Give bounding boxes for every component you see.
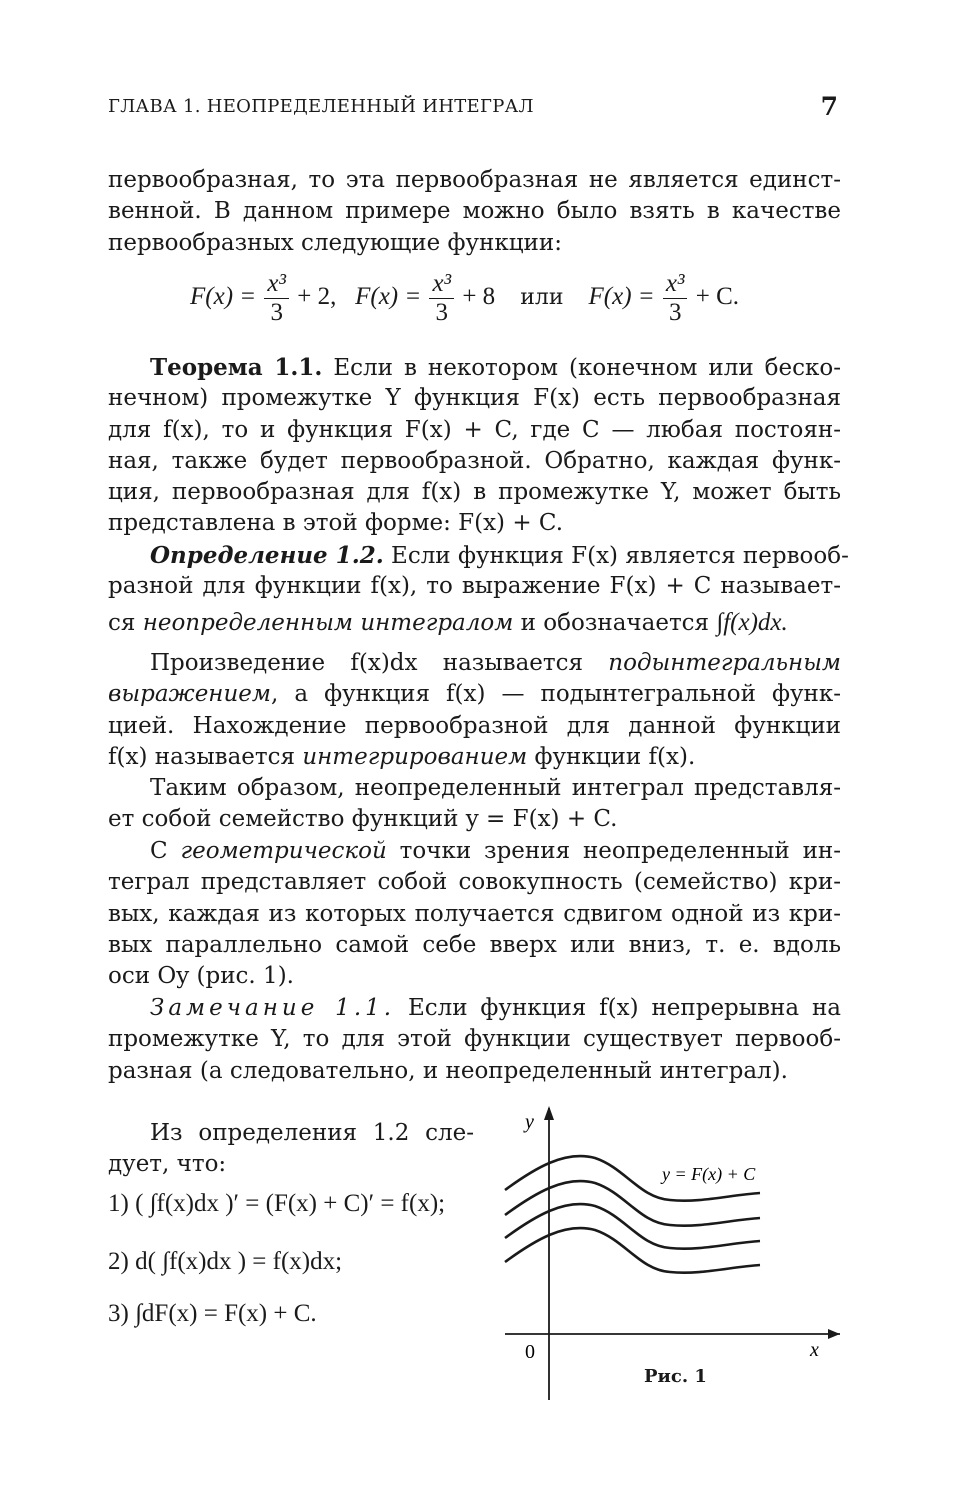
theorem-label: Теорема 1.1. xyxy=(150,354,323,381)
text-line: первообразная, то эта первообразная не является единст- xyxy=(108,167,841,193)
fraction-den: 3 xyxy=(668,299,682,326)
text-line: ция, первообразная для f(x) в промежутке Y, может быть xyxy=(108,479,841,506)
paragraph-geometric xyxy=(108,836,841,992)
text-span: , а функция f(x) — подынтегральной функ- xyxy=(270,681,841,708)
figure-caption: Рис. 1 xyxy=(644,1366,707,1387)
text-line: ет собой семейство функций y = F(x) + C. xyxy=(108,806,618,833)
term-indefinite-integral: неопределенным интегралом xyxy=(142,609,514,636)
paragraph-integrand xyxy=(108,648,841,773)
text-line: теграл представляет собой совокупность (семейство) кри- xyxy=(108,869,841,896)
text-line: разной для функции f(x), то выражение F(x) + C называет- xyxy=(108,573,841,600)
remark-label: Замечание 1.1. xyxy=(150,995,396,1021)
paragraph-follows xyxy=(108,1118,474,1181)
text-span: точки зрения неопределенный ин- xyxy=(386,838,841,864)
y-axis-label: y xyxy=(525,1111,534,1133)
fraction-num: x³ xyxy=(429,270,454,299)
chapter-title: ГЛАВА 1. НЕОПРЕДЕЛЕННЫЙ ИНТЕГРАЛ xyxy=(108,96,534,117)
term-integrand: подынтегральным xyxy=(608,650,841,676)
text-span: и обозначается xyxy=(513,609,717,636)
definition-label: Определение 1.2. xyxy=(150,542,384,569)
formula-rest: + 8 xyxy=(462,283,496,311)
remark-1-1 xyxy=(108,993,841,1087)
fraction xyxy=(264,270,289,327)
text-line: дует, что: xyxy=(108,1151,227,1178)
theorem-1-1 xyxy=(108,352,841,540)
text-line: Если функция F(x) является первооб- xyxy=(383,543,849,569)
figure-curve-family xyxy=(495,1100,845,1400)
definition-1-2 xyxy=(108,540,849,643)
curve-label: y = F(x) + C xyxy=(662,1164,756,1184)
paragraph-intro xyxy=(108,165,841,259)
formula-rest: + 2, xyxy=(297,283,337,311)
text-line: Таким образом, неопределенный интеграл представля- xyxy=(150,775,841,801)
text-line: цией. Нахождение первообразной для данной функции xyxy=(108,712,841,739)
formula-antiderivatives xyxy=(190,270,770,334)
fraction-den: 3 xyxy=(270,299,283,326)
curve-4 xyxy=(505,1228,760,1273)
property-2: 2) d( ∫f(x)dx ) = f(x)dx; xyxy=(108,1248,343,1275)
curve-3 xyxy=(505,1204,760,1249)
text-line: оси Oy (рис. 1). xyxy=(108,963,294,990)
text-line: венной. В данном примере можно было взять в качестве xyxy=(108,198,841,225)
fraction xyxy=(663,270,688,327)
formula-or: или xyxy=(520,285,564,311)
term-integration: интегрированием xyxy=(302,743,528,770)
text-span: Произведение f(x)dx называется xyxy=(150,650,609,676)
text-line: для f(x), то и функция F(x) + C, где C — любая постоян- xyxy=(108,416,841,443)
formula-rest: + C. xyxy=(695,283,740,311)
text-span: f(x) называется xyxy=(108,743,303,770)
x-axis-arrow xyxy=(828,1329,840,1339)
formula-lhs: F(x) = xyxy=(190,283,257,311)
property-3: 3) ∫dF(x) = F(x) + C. xyxy=(108,1300,317,1327)
property-1: 1) ( ∫f(x)dx )′ = (F(x) + C)′ = f(x); xyxy=(108,1190,446,1217)
fraction-den: 3 xyxy=(435,299,449,326)
text-span: функции f(x). xyxy=(527,743,696,770)
text-span: С xyxy=(150,838,181,864)
text-line: разная (а следовательно, и неопределенный интеграл). xyxy=(108,1057,788,1084)
text-line: первообразных следующие функции: xyxy=(108,229,562,256)
text-line: вых, каждая из которых получается сдвигом одной из кри- xyxy=(108,900,841,927)
fraction-num: x³ xyxy=(264,270,289,299)
formula-lhs: F(x) = xyxy=(355,283,422,311)
paragraph-family xyxy=(108,773,841,836)
page-number: 7 xyxy=(820,92,838,121)
curve-2 xyxy=(505,1181,760,1226)
integral-notation: ∫f(x)dx. xyxy=(716,608,788,636)
term-expression: выражением xyxy=(108,681,271,708)
fraction xyxy=(429,270,454,327)
text-line: вых параллельно самой себе вверх или вниз, т. е. вдоль xyxy=(108,931,841,958)
fraction-num: x³ xyxy=(663,270,688,299)
running-header xyxy=(108,92,838,122)
text-line: Если в некотором (конечном или беско- xyxy=(322,355,842,381)
text-line: промежутке Y, то для этой функции существует первооб- xyxy=(108,1026,841,1053)
text-line: Из определения 1.2 сле- xyxy=(150,1120,474,1146)
text-line: нечном) промежутке Y функция F(x) есть первообразная xyxy=(108,385,841,412)
text-line: Если функция f(x) непрерывна на xyxy=(395,995,841,1021)
y-axis-arrow xyxy=(544,1106,554,1120)
term-geometric: геометрической xyxy=(180,838,387,864)
text-span: ся xyxy=(108,609,143,636)
formula-lhs: F(x) = xyxy=(588,283,655,311)
text-line: представлена в этой форме: F(x) + C. xyxy=(108,510,564,537)
text-line: ная, также будет первообразной. Обратно, каждая функ- xyxy=(108,447,841,474)
x-axis-label: x xyxy=(810,1339,819,1361)
origin-label: 0 xyxy=(525,1341,535,1363)
